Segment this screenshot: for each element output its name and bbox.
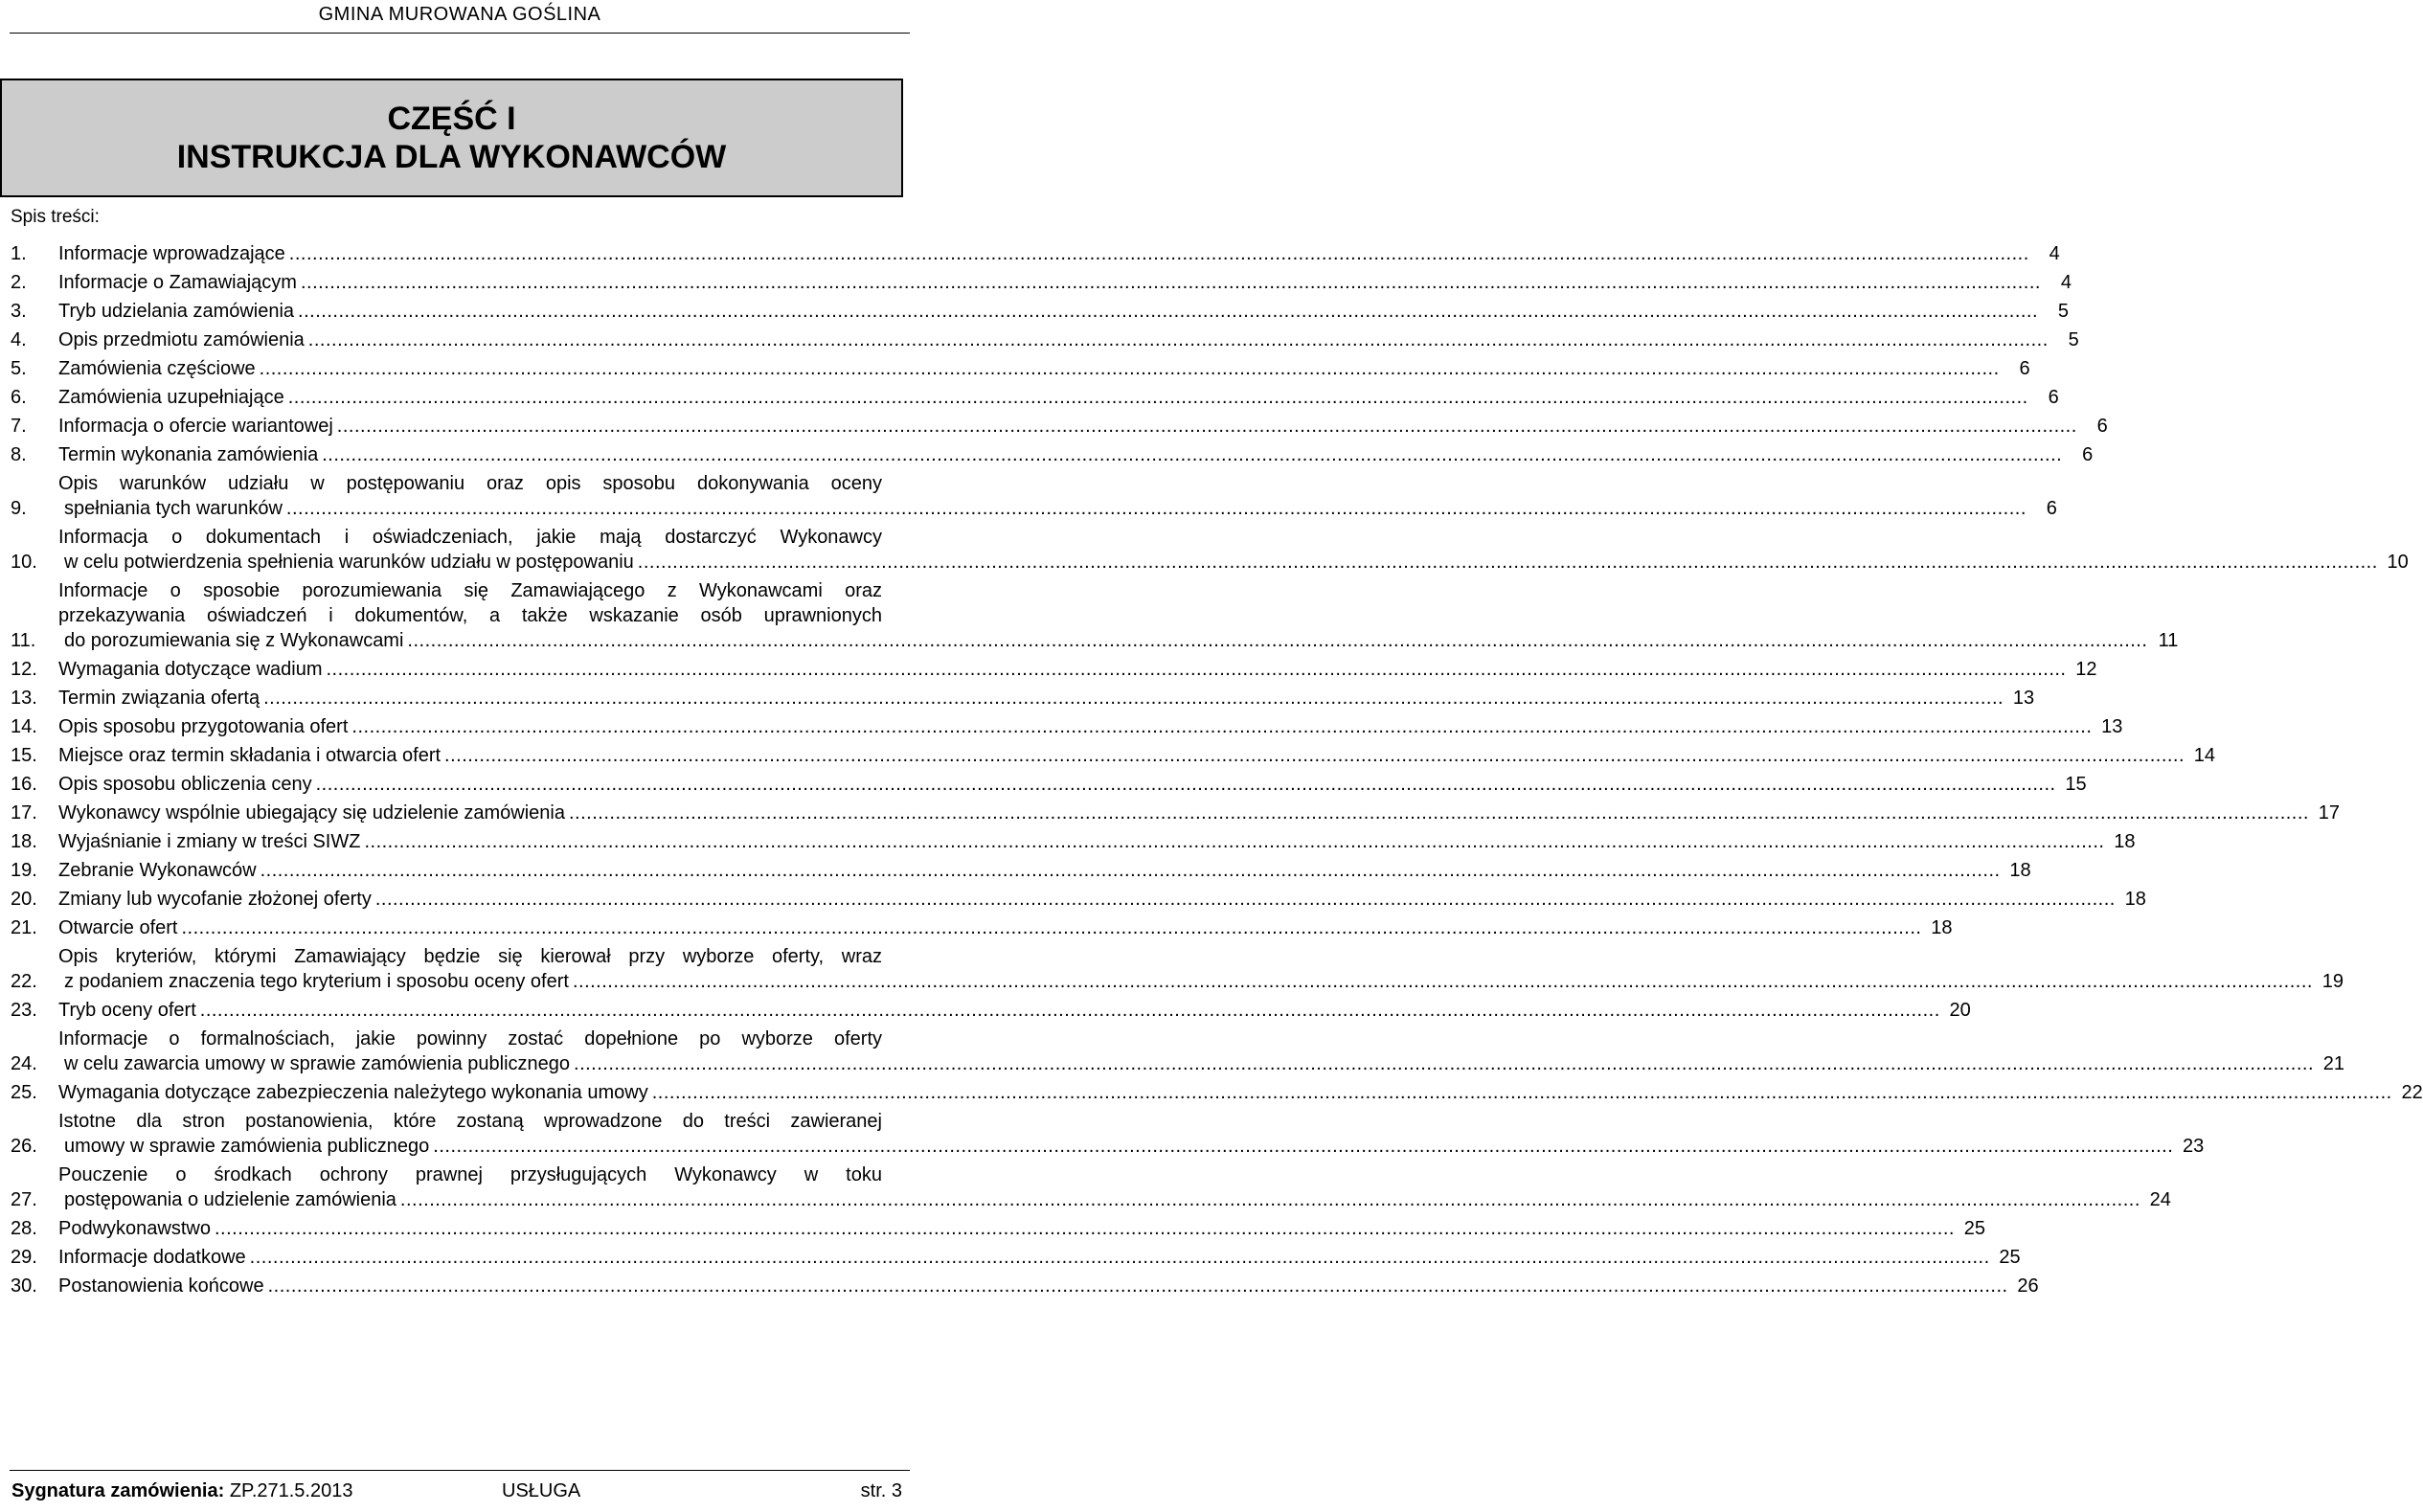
toc-entry (11, 944, 2344, 994)
toc-entry-page: 4 (2060, 272, 2072, 293)
toc-entry-body (58, 998, 1971, 1023)
toc-dot-leader: ............................................................................................................................................................................................................................................................................................................ (407, 630, 2148, 651)
footer-signature-label: Sygnatura zamówienia: (11, 1480, 225, 1501)
toc-entry-body (58, 270, 2072, 295)
toc-entry-page: 6 (2048, 387, 2059, 408)
toc-entry-title-line: postępowania o udzielenie zamówienia (64, 1189, 396, 1210)
toc-entry-number: 28. (11, 1218, 37, 1239)
toc-entry-number: 11. (11, 630, 36, 651)
footer-signature-value: ZP.271.5.2013 (229, 1480, 353, 1501)
toc-dot-leader: ............................................................................................................................................................................................................................................................................................................ (637, 552, 2378, 573)
toc-entry-title-line: Tryb oceny ofert (58, 1000, 196, 1021)
toc-entry-number: 23. (11, 1000, 37, 1021)
toc-dot-leader: ............................................................................................................................................................................................................................................................................................................ (364, 831, 2105, 852)
footer-signature (11, 1478, 352, 1504)
toc-entry-last-line (58, 1080, 2423, 1105)
toc-entry (11, 714, 2123, 739)
toc-entry-number: 4. (11, 329, 27, 350)
toc-entry-title-line: Informacje wprowadzające (58, 243, 285, 264)
toc-entry-last-line (58, 241, 2060, 266)
toc-dot-leader: ............................................................................................................................................................................................................................................................................................................ (285, 498, 2027, 519)
toc-heading: Spis treści: (11, 207, 100, 227)
toc-entry-title-line: Otwarcie ofert (58, 917, 178, 938)
toc-entry-body (58, 1080, 2423, 1105)
toc-entry-number: 25. (11, 1082, 37, 1103)
toc-entry (11, 414, 2108, 439)
toc-entry (11, 998, 1971, 1023)
table-of-contents (11, 241, 2423, 1302)
toc-entry-body (58, 686, 2035, 711)
toc-entry-body (58, 471, 2057, 521)
toc-entry-number: 14. (11, 716, 37, 737)
toc-entry-page: 14 (2193, 745, 2216, 766)
toc-entry-body (58, 772, 2087, 797)
toc-entry-number: 20. (11, 889, 37, 910)
toc-entry-page: 12 (2075, 659, 2097, 680)
toc-entry-title-line: z podaniem znaczenia tego kryterium i sposobu oceny ofert (64, 971, 569, 992)
toc-entry-number: 13. (11, 688, 37, 709)
toc-entry-body (58, 1162, 2171, 1212)
toc-entry-body (58, 801, 2340, 825)
toc-entry-page: 18 (2009, 860, 2031, 881)
toc-entry-title-line: Termin związania ofertą (58, 688, 260, 709)
toc-entry-page: 13 (2101, 716, 2123, 737)
toc-entry-number: 15. (11, 745, 37, 766)
toc-entry-page: 19 (2321, 971, 2344, 992)
toc-entry-number: 10. (11, 552, 37, 573)
toc-entry-title-line: Pouczenie o środkach ochrony prawnej przysługujących Wykonawcy w toku (58, 1164, 882, 1185)
toc-entry-last-line (58, 1134, 2205, 1159)
toc-entry-title-line: Informacje o sposobie porozumiewania się Zamawiającego z Wykonawcami oraz (58, 580, 882, 601)
toc-entry (11, 887, 2146, 912)
toc-entry-body (58, 385, 2059, 410)
toc-entry-title-line: w celu zawarcia umowy w sprawie zamówienia publicznego (64, 1053, 571, 1074)
toc-entry-title-line: Opis sposobu obliczenia ceny (58, 774, 312, 795)
toc-dot-leader: ............................................................................................................................................................................................................................................................................................................ (307, 329, 2049, 350)
toc-entry (11, 299, 2070, 324)
toc-entry-body (58, 1245, 2021, 1270)
toc-entry-last-line (58, 714, 2123, 739)
toc-entry (11, 471, 2057, 521)
toc-entry-page: 6 (2096, 416, 2108, 437)
toc-entry-number: 29. (11, 1247, 37, 1268)
toc-entry-body (58, 327, 2079, 352)
toc-entry-last-line (58, 1274, 2039, 1298)
toc-entry (11, 743, 2216, 768)
toc-entry-title-line: umowy w sprawie zamówienia publicznego (64, 1136, 430, 1157)
toc-entry-number: 26. (11, 1136, 37, 1157)
toc-entry-number: 1. (11, 243, 27, 264)
toc-dot-leader: ............................................................................................................................................................................................................................................................................................................ (322, 444, 2063, 465)
toc-entry-number: 19. (11, 860, 37, 881)
toc-entry-title-line: Informacja o dokumentach i oświadczeniach, jakie mają dostarczyć Wykonawcy (58, 527, 882, 548)
toc-entry (11, 1027, 2345, 1076)
toc-entry-page: 26 (2017, 1275, 2039, 1297)
toc-entry-last-line (58, 915, 1953, 940)
toc-entry-number: 3. (11, 301, 27, 322)
toc-entry-title-line: Opis przedmiotu zamówienia (58, 329, 305, 350)
toc-entry-last-line (58, 858, 2031, 883)
toc-entry-last-line (58, 657, 2097, 682)
toc-entry-last-line (58, 772, 2087, 797)
header-title: GMINA MUROWANA GOŚLINA (318, 4, 601, 25)
toc-dot-leader: ............................................................................................................................................................................................................................................................................................................ (336, 416, 2077, 437)
page-header (0, 0, 919, 33)
toc-entry-last-line (58, 550, 2409, 575)
toc-entry-page: 25 (1999, 1247, 2021, 1268)
toc-entry-title-line: Zamówienia uzupełniające (58, 387, 284, 408)
toc-entry-title-line: Opis kryteriów, którymi Zamawiający będzie się kierował przy wyborze oferty, wraz (58, 946, 882, 967)
toc-entry (11, 1162, 2171, 1212)
toc-entry-number: 2. (11, 272, 27, 293)
toc-entry-body (58, 829, 2136, 854)
toc-entry-page: 25 (1963, 1218, 1985, 1239)
toc-entry-number: 18. (11, 831, 37, 852)
toc-entry-last-line (58, 628, 2179, 653)
toc-entry-page: 24 (2149, 1189, 2171, 1210)
toc-entry (11, 578, 2179, 653)
toc-dot-leader: ............................................................................................................................................................................................................................................................................................................ (263, 688, 2004, 709)
toc-entry-title-line: Zmiany lub wycofanie złożonej oferty (58, 889, 372, 910)
toc-dot-leader: ............................................................................................................................................................................................................................................................................................................ (298, 301, 2039, 322)
toc-dot-leader: ............................................................................................................................................................................................................................................................................................................ (287, 387, 2028, 408)
toc-dot-leader: ............................................................................................................................................................................................................................................................................................................ (267, 1275, 2008, 1297)
toc-entry-last-line (58, 442, 2094, 467)
part-title-line2: INSTRUKCJA DLA WYKONAWCÓW (176, 139, 727, 175)
toc-entry-page: 20 (1949, 1000, 1971, 1021)
toc-entry-last-line (58, 299, 2070, 324)
toc-entry-last-line (58, 1245, 2021, 1270)
toc-entry-body (58, 657, 2097, 682)
toc-entry-number: 9. (11, 498, 27, 519)
toc-entry (11, 385, 2059, 410)
toc-entry (11, 686, 2035, 711)
toc-entry (11, 1216, 1985, 1241)
toc-entry-body (58, 414, 2108, 439)
toc-dot-leader: ............................................................................................................................................................................................................................................................................................................ (651, 1082, 2392, 1103)
header-rule (10, 33, 910, 34)
toc-entry-title-line: przekazywania oświadczeń i dokumentów, a także wskazanie osób uprawnionych (58, 605, 882, 626)
toc-entry-body (58, 944, 2344, 994)
toc-entry-page: 22 (2401, 1082, 2423, 1103)
toc-entry (11, 915, 1953, 940)
toc-dot-leader: ............................................................................................................................................................................................................................................................................................................ (259, 358, 2000, 379)
toc-entry-page: 13 (2012, 688, 2035, 709)
toc-entry (11, 241, 2060, 266)
toc-dot-leader: ............................................................................................................................................................................................................................................................................................................ (214, 1218, 1955, 1239)
toc-dot-leader: ............................................................................................................................................................................................................................................................................................................ (181, 917, 1922, 938)
toc-entry-last-line (58, 1216, 1985, 1241)
toc-dot-leader: ............................................................................................................................................................................................................................................................................................................ (568, 802, 2309, 824)
toc-entry-body (58, 743, 2216, 768)
toc-entry-title-line: Opis sposobu przygotowania ofert (58, 716, 349, 737)
toc-entry-body (58, 714, 2123, 739)
toc-entry (11, 829, 2136, 854)
toc-entry-page: 5 (2057, 301, 2070, 322)
toc-entry-page: 4 (2049, 243, 2060, 264)
page-footer (11, 1478, 902, 1506)
toc-entry-number: 30. (11, 1275, 37, 1297)
toc-dot-leader: ............................................................................................................................................................................................................................................................................................................ (572, 971, 2313, 992)
toc-entry (11, 327, 2079, 352)
toc-entry-page: 18 (2124, 889, 2146, 910)
toc-entry-title-line: Wymagania dotyczące zabezpieczenia należytego wykonania umowy (58, 1082, 648, 1103)
toc-entry (11, 657, 2097, 682)
toc-entry-number: 24. (11, 1053, 37, 1074)
toc-entry-title-line: Miejsce oraz termin składania i otwarcia ofert (58, 745, 442, 766)
toc-entry-number: 27. (11, 1189, 37, 1210)
toc-entry-title-line: Postanowienia końcowe (58, 1275, 264, 1297)
part-title-box (0, 79, 903, 197)
toc-entry-title-line: Informacje o Zamawiającym (58, 272, 297, 293)
toc-entry-title-line: Informacje dodatkowe (58, 1247, 246, 1268)
toc-entry-last-line (58, 743, 2216, 768)
toc-dot-leader: ............................................................................................................................................................................................................................................................................................................ (199, 1000, 1940, 1021)
toc-entry-page: 17 (2318, 802, 2340, 824)
toc-entry-page: 18 (1931, 917, 1953, 938)
toc-entry-page: 6 (2046, 498, 2057, 519)
toc-entry-page: 6 (2082, 444, 2094, 465)
toc-entry-title-line: Informacja o ofercie wariantowej (58, 416, 333, 437)
toc-entry-number: 6. (11, 387, 27, 408)
toc-entry-last-line (58, 327, 2079, 352)
toc-entry (11, 356, 2030, 381)
toc-entry-title-line: Istotne dla stron postanowienia, które zostaną wprowadzone do treści zawieranej (58, 1111, 882, 1132)
toc-entry (11, 1274, 2039, 1298)
toc-entry-last-line (58, 414, 2108, 439)
toc-dot-leader: ............................................................................................................................................................................................................................................................................................................ (249, 1247, 1990, 1268)
toc-entry-page: 6 (2019, 358, 2030, 379)
toc-entry-page: 11 (2158, 630, 2179, 651)
toc-entry (11, 442, 2094, 467)
toc-entry-title-line: Opis warunków udziału w postępowaniu oraz opis sposobu dokonywania oceny (58, 473, 882, 494)
toc-entry-last-line (58, 270, 2072, 295)
toc-entry-body (58, 858, 2031, 883)
toc-entry-body (58, 915, 1953, 940)
toc-entry-body (58, 1027, 2345, 1076)
toc-entry-last-line (58, 801, 2340, 825)
toc-entry-number: 12. (11, 659, 37, 680)
toc-entry-number: 8. (11, 444, 27, 465)
toc-dot-leader: ............................................................................................................................................................................................................................................................................................................ (433, 1136, 2174, 1157)
toc-dot-leader: ............................................................................................................................................................................................................................................................................................................ (574, 1053, 2315, 1074)
toc-entry (11, 772, 2087, 797)
toc-entry-title-line: Wyjaśnianie i zmiany w treści SIWZ (58, 831, 361, 852)
toc-dot-leader: ............................................................................................................................................................................................................................................................................................................ (315, 774, 2056, 795)
toc-entry-title-line: do porozumiewania się z Wykonawcami (64, 630, 404, 651)
footer-service: USŁUGA (502, 1480, 581, 1501)
toc-entry-title-line: w celu potwierdzenia spełnienia warunków udziału w postępowaniu (64, 552, 634, 573)
toc-entry-last-line (58, 887, 2146, 912)
toc-entry-page: 10 (2387, 552, 2409, 573)
toc-entry (11, 1109, 2205, 1159)
toc-dot-leader: ............................................................................................................................................................................................................................................................................................................ (399, 1189, 2140, 1210)
toc-entry-title-line: Zebranie Wykonawców (58, 860, 257, 881)
toc-entry-number: 21. (11, 917, 37, 938)
toc-entry-last-line (58, 1051, 2345, 1076)
toc-entry-last-line (58, 385, 2059, 410)
toc-dot-leader: ............................................................................................................................................................................................................................................................................................................ (351, 716, 2093, 737)
toc-entry-number: 5. (11, 358, 27, 379)
toc-entry-body (58, 442, 2094, 467)
toc-entry-body (58, 525, 2409, 575)
toc-entry-last-line (58, 969, 2344, 994)
toc-entry-last-line (58, 496, 2057, 521)
toc-entry-title-line: Wymagania dotyczące wadium (58, 659, 323, 680)
toc-dot-leader: ............................................................................................................................................................................................................................................................................................................ (288, 243, 2029, 264)
toc-dot-leader: ............................................................................................................................................................................................................................................................................................................ (300, 272, 2041, 293)
toc-entry-title-line: Zamówienia częściowe (58, 358, 256, 379)
toc-entry-body (58, 1109, 2205, 1159)
toc-entry-page: 5 (2068, 329, 2079, 350)
toc-dot-leader: ............................................................................................................................................................................................................................................................................................................ (260, 860, 2001, 881)
toc-entry-body (58, 299, 2070, 324)
toc-entry-body (58, 1274, 2039, 1298)
toc-entry-page: 23 (2183, 1136, 2205, 1157)
toc-dot-leader: ............................................................................................................................................................................................................................................................................................................ (326, 659, 2067, 680)
toc-entry-number: 17. (11, 802, 37, 824)
toc-entry (11, 1080, 2423, 1105)
toc-entry-body (58, 578, 2179, 653)
toc-entry-title-line: Tryb udzielania zamówienia (58, 301, 295, 322)
toc-entry-body (58, 887, 2146, 912)
toc-entry-title-line: Informacje o formalnościach, jakie powinny zostać dopełnione po wyborze oferty (58, 1028, 882, 1049)
toc-entry (11, 801, 2340, 825)
toc-entry-number: 7. (11, 416, 27, 437)
toc-entry (11, 858, 2031, 883)
toc-entry-last-line (58, 356, 2030, 381)
part-title-line1: CZĘŚĆ I (387, 101, 516, 137)
toc-entry-body (58, 1216, 1985, 1241)
toc-dot-leader: ............................................................................................................................................................................................................................................................................................................ (444, 745, 2185, 766)
toc-entry-page: 18 (2114, 831, 2136, 852)
toc-entry (11, 1245, 2021, 1270)
toc-entry-page: 15 (2065, 774, 2087, 795)
toc-entry (11, 270, 2072, 295)
toc-entry-body (58, 241, 2060, 266)
toc-dot-leader: ............................................................................................................................................................................................................................................................................................................ (374, 889, 2116, 910)
toc-entry-number: 16. (11, 774, 37, 795)
toc-entry-last-line (58, 686, 2035, 711)
toc-entry-number: 22. (11, 971, 37, 992)
toc-entry-body (58, 356, 2030, 381)
toc-entry-title-line: Wykonawcy wspólnie ubiegający się udzielenie zamówienia (58, 802, 565, 824)
toc-entry-last-line (58, 998, 1971, 1023)
footer-page-number: str. 3 (860, 1480, 902, 1501)
toc-entry (11, 525, 2409, 575)
toc-entry-title-line: Termin wykonania zamówienia (58, 444, 319, 465)
toc-entry-last-line (58, 829, 2136, 854)
toc-entry-page: 21 (2322, 1053, 2345, 1074)
footer-rule (10, 1470, 910, 1471)
toc-entry-title-line: spełniania tych warunków (64, 498, 283, 519)
toc-entry-last-line (58, 1187, 2171, 1212)
toc-entry-title-line: Podwykonawstwo (58, 1218, 211, 1239)
